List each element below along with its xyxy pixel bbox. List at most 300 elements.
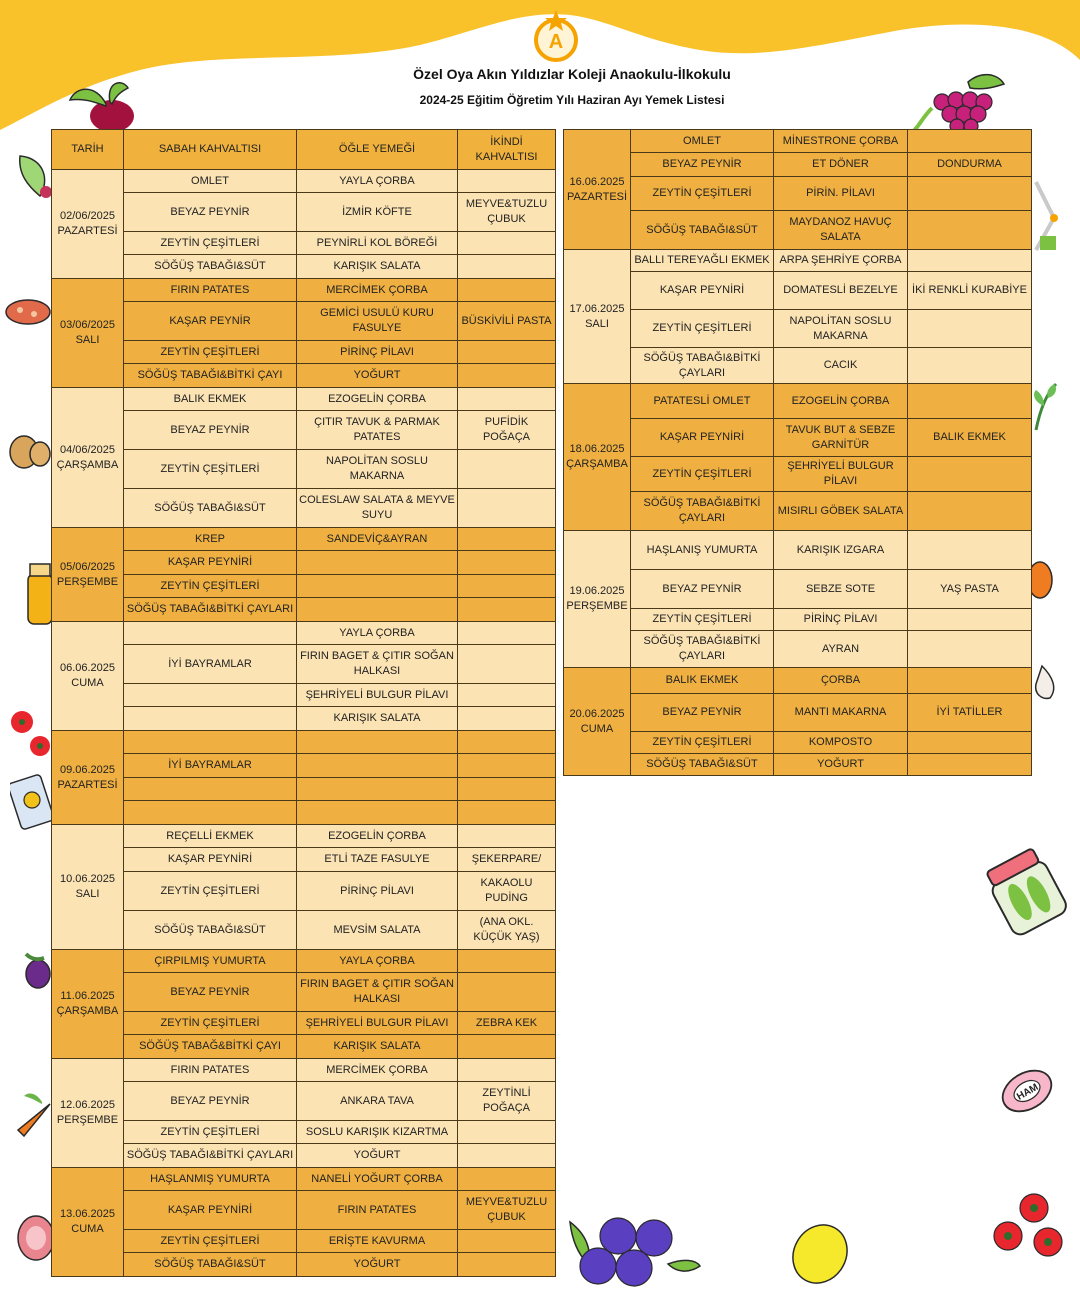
snack-cell: [458, 1035, 556, 1059]
date-text: 17.06.2025: [569, 302, 625, 315]
snack-cell: [458, 489, 556, 528]
snack-cell: [458, 528, 556, 551]
breakfast-cell: SÖĞÜŞ TABAĞI&BİTKİ ÇAYLARI: [124, 1144, 297, 1168]
menu-subtitle: 2024-25 Eğitim Öğretim Yılı Haziran Ayı Yemek Listesi: [419, 93, 725, 107]
menu-row: [564, 570, 1032, 609]
blueberries-icon: [568, 1214, 702, 1290]
breakfast-cell: BALIK EKMEK: [124, 388, 297, 411]
menu-body-left: [52, 170, 556, 1277]
breakfast-cell: FIRIN PATATES: [124, 279, 297, 302]
breakfast-cell: BEYAZ PEYNİR: [631, 694, 774, 732]
breakfast-cell: ZEYTİN ÇEŞİTLERİ: [124, 1230, 297, 1253]
menu-row: [564, 531, 1032, 570]
menu-row: [52, 232, 556, 255]
snack-cell: [458, 1144, 556, 1168]
lunch-cell: YOĞURT: [297, 1253, 458, 1277]
tomato-icon: [8, 708, 52, 758]
breakfast-cell: [124, 707, 297, 731]
snack-cell: [458, 684, 556, 707]
lunch-cell: İZMİR KÖFTE: [297, 193, 458, 232]
lunch-cell: YOĞURT: [774, 754, 908, 776]
menu-row: [52, 801, 556, 825]
snack-cell: [458, 825, 556, 848]
lunch-cell: COLESLAW SALATA & MEYVE SUYU: [297, 489, 458, 528]
ham-jar-icon: [994, 1060, 1060, 1122]
menu-row: [52, 950, 556, 973]
date-cell: [52, 622, 124, 731]
menu-row: [564, 419, 1032, 457]
lunch-cell: MEVSİM SALATA: [297, 911, 458, 950]
snack-cell: [458, 778, 556, 801]
breakfast-cell: ZEYTİN ÇEŞİTLERİ: [124, 1121, 297, 1144]
lunch-cell: ARPA ŞEHRİYE ÇORBA: [774, 250, 908, 272]
menu-row: [52, 1059, 556, 1082]
date-text: 05/06/2025: [59, 560, 116, 573]
breakfast-cell: SÖĞÜŞ TABAĞI&SÜT: [124, 255, 297, 279]
date-text: 03/06/2025: [59, 319, 116, 331]
date-cell: [52, 1168, 124, 1277]
breakfast-cell: ZEYTİN ÇEŞİTLERİ: [124, 1012, 297, 1035]
lunch-cell: MANTI MAKARNA: [774, 694, 908, 732]
menu-row: [52, 170, 556, 193]
date-text: 09.06.2025: [59, 763, 116, 776]
menu-row: [564, 153, 1032, 177]
date-cell: [52, 388, 124, 528]
menu-row: [52, 778, 556, 801]
lunch-cell: ERİŞTE KAVURMA: [297, 1230, 458, 1253]
lunch-cell: [297, 801, 458, 825]
breakfast-cell: KAŞAR PEYNİRİ: [124, 1191, 297, 1230]
lemon-icon: [788, 1220, 852, 1286]
lunch-cell: YOĞURT: [297, 364, 458, 388]
lunch-cell: [297, 754, 458, 778]
lunch-cell: PİRİN. PİLAVI: [774, 177, 908, 211]
lunch-cell: [297, 551, 458, 575]
lunch-cell: FIRIN BAGET & ÇITIR SOĞAN HALKASI: [297, 645, 458, 684]
menu-row: [52, 1121, 556, 1144]
snack-cell: MEYVE&TUZLU ÇUBUK: [458, 193, 556, 232]
lunch-cell: EZOGELİN ÇORBA: [297, 825, 458, 848]
menu-row: [52, 645, 556, 684]
lunch-cell: NANELİ YOĞURT ÇORBA: [297, 1168, 458, 1191]
weekday-text: ÇARŞAMBA: [56, 458, 119, 471]
sausage-icon: [4, 296, 52, 328]
date-text: 13.06.2025: [59, 1208, 116, 1220]
menu-row: [52, 1035, 556, 1059]
snack-cell: [458, 598, 556, 622]
snack-cell: [458, 645, 556, 684]
lunch-cell: MİNESTRONE ÇORBA: [774, 130, 908, 153]
breakfast-cell: OMLET: [124, 170, 297, 193]
snack-cell: [458, 950, 556, 973]
breakfast-cell: ZEYTİN ÇEŞİTLERİ: [124, 232, 297, 255]
breakfast-cell: [124, 801, 297, 825]
lunch-cell: ET DÖNER: [774, 153, 908, 177]
menu-row: [564, 348, 1032, 384]
weekday-text: PERŞEMBE: [566, 600, 628, 612]
weekday-text: SALI: [75, 334, 100, 346]
menu-row: [52, 575, 556, 598]
weekday-text: ÇARŞAMBA: [56, 1005, 119, 1017]
herb-icon: [1030, 380, 1060, 432]
menu-row: [52, 551, 556, 575]
lunch-cell: ŞEHRİYELİ BULGUR PİLAVI: [297, 1012, 458, 1035]
menu-row: [564, 492, 1032, 531]
menu-row: [564, 211, 1032, 250]
lunch-cell: EZOGELİN ÇORBA: [297, 388, 458, 411]
menu-row: [52, 1253, 556, 1277]
menu-row: [52, 1191, 556, 1230]
date-text: 11.06.2025: [60, 990, 115, 1002]
date-text: 12.06.2025: [59, 1099, 116, 1111]
menu-row: [564, 457, 1032, 492]
snack-cell: [458, 754, 556, 778]
menu-row: [564, 694, 1032, 732]
breakfast-cell: KAŞAR PEYNİR: [124, 302, 297, 341]
breakfast-cell: ZEYTİN ÇEŞİTLERİ: [631, 457, 774, 492]
lunch-cell: SOSLU KARIŞIK KIZARTMA: [297, 1121, 458, 1144]
snack-cell: [908, 457, 1032, 492]
breakfast-cell: BALIK EKMEK: [631, 668, 774, 694]
menu-row: [564, 272, 1032, 310]
snack-cell: [458, 575, 556, 598]
breakfast-cell: SÖĞÜŞ TABAĞI&SÜT: [631, 754, 774, 776]
snack-cell: [458, 255, 556, 279]
menu-row: [52, 622, 556, 645]
lunch-cell: PİRİNÇ PİLAVI: [297, 872, 458, 911]
menu-row: [564, 384, 1032, 419]
tongs-icon: [1030, 178, 1064, 254]
snack-cell: [908, 609, 1032, 631]
eggplant-icon: [20, 950, 52, 990]
menu-row: [564, 177, 1032, 211]
date-text: 20.06.2025: [569, 707, 625, 720]
breakfast-cell: SÖĞÜŞ TABAĞ&BİTKİ ÇAYI: [124, 1035, 297, 1059]
breakfast-cell: İYİ BAYRAMLAR: [124, 754, 297, 778]
logo-letter: A: [548, 31, 564, 53]
breakfast-cell: KAŞAR PEYNİRİ: [124, 848, 297, 872]
snack-cell: (ANA OKL. KÜÇÜK YAŞ): [458, 911, 556, 950]
snack-cell: [458, 731, 556, 754]
date-cell: [52, 170, 124, 279]
breakfast-cell: BEYAZ PEYNİR: [631, 153, 774, 177]
snack-cell: KAKAOLU PUDİNG: [458, 872, 556, 911]
breakfast-cell: BEYAZ PEYNİR: [124, 973, 297, 1012]
snack-cell: [908, 384, 1032, 419]
breakfast-cell: ZEYTİN ÇEŞİTLERİ: [124, 450, 297, 489]
school-logo-icon: [532, 8, 580, 64]
breakfast-cell: KAŞAR PEYNİRİ: [631, 272, 774, 310]
breakfast-cell: [124, 731, 297, 754]
breakfast-cell: SÖĞÜŞ TABAĞI&SÜT: [124, 1253, 297, 1277]
menu-row: [52, 848, 556, 872]
menu-row: [52, 707, 556, 731]
date-cell: [52, 825, 124, 950]
lunch-cell: SANDEVİÇ&AYRAN: [297, 528, 458, 551]
breakfast-cell: SÖĞÜŞ TABAĞI&BİTKİ ÇAYI: [124, 364, 297, 388]
menu-row: [52, 528, 556, 551]
snack-cell: [458, 279, 556, 302]
date-text: 16.06.2025: [569, 175, 625, 188]
lunch-cell: PİRİNÇ PİLAVI: [297, 341, 458, 364]
date-text: 04/06/2025: [59, 443, 116, 456]
date-cell: [52, 731, 124, 825]
snack-cell: [908, 250, 1032, 272]
breakfast-cell: HAŞLANIŞ YUMURTA: [631, 531, 774, 570]
weekday-text: CUMA: [71, 1223, 104, 1235]
breakfast-cell: BEYAZ PEYNİR: [124, 193, 297, 232]
lunch-cell: AYRAN: [774, 631, 908, 668]
menu-row: [564, 609, 1032, 631]
snack-cell: [458, 1059, 556, 1082]
menu-row: [52, 450, 556, 489]
column-header-lunch: ÖĞLE YEMEĞİ: [297, 130, 458, 170]
breakfast-cell: SÖĞÜŞ TABAĞI&SÜT: [631, 211, 774, 250]
weekday-text: SALI: [585, 317, 609, 330]
breakfast-cell: ZEYTİN ÇEŞİTLERİ: [631, 609, 774, 631]
lunch-cell: KARIŞIK SALATA: [297, 1035, 458, 1059]
breakfast-cell: ZEYTİN ÇEŞİTLERİ: [631, 732, 774, 754]
snack-cell: [908, 130, 1032, 153]
menu-row: [52, 1168, 556, 1191]
menu-row: [52, 279, 556, 302]
lunch-cell: [297, 778, 458, 801]
date-cell: [52, 950, 124, 1059]
lunch-cell: ÇITIR TAVUK & PARMAK PATATES: [297, 411, 458, 450]
school-name: Özel Oya Akın Yıldızlar Koleji Anaokulu-İlkokulu: [413, 66, 731, 82]
breakfast-cell: KAŞAR PEYNİRİ: [631, 419, 774, 457]
potato-icon: [6, 432, 52, 472]
breakfast-cell: OMLET: [631, 130, 774, 153]
snack-cell: [458, 450, 556, 489]
menu-row: [52, 411, 556, 450]
ham-icon: [14, 1210, 54, 1264]
breakfast-cell: PATATESLİ OMLET: [631, 384, 774, 419]
lunch-cell: TAVUK BUT & SEBZE GARNİTÜR: [774, 419, 908, 457]
column-header-snack: İKİNDİ KAHVALTISI: [458, 130, 556, 170]
snack-cell: [908, 668, 1032, 694]
snack-cell: [908, 310, 1032, 348]
menu-row: [52, 489, 556, 528]
snack-cell: [458, 364, 556, 388]
date-cell: [564, 384, 631, 531]
menu-row: [52, 255, 556, 279]
lunch-cell: YAYLA ÇORBA: [297, 950, 458, 973]
menu-row: [52, 1230, 556, 1253]
date-text: 02/06/2025: [59, 210, 116, 222]
snack-cell: BÜSKİVİLİ PASTA: [458, 302, 556, 341]
breakfast-cell: BEYAZ PEYNİR: [631, 570, 774, 609]
breakfast-cell: [124, 778, 297, 801]
lunch-cell: YOĞURT: [297, 1144, 458, 1168]
lunch-cell: FIRIN BAGET & ÇITIR SOĞAN HALKASI: [297, 973, 458, 1012]
lunch-cell: MAYDANOZ HAVUÇ SALATA: [774, 211, 908, 250]
garlic-icon: [1030, 662, 1060, 702]
snack-cell: [458, 1253, 556, 1277]
breakfast-cell: SÖĞÜŞ TABAĞI&BİTKİ ÇAYLARI: [124, 598, 297, 622]
snack-cell: [458, 707, 556, 731]
menu-row: [52, 598, 556, 622]
snack-cell: [908, 732, 1032, 754]
lunch-cell: GEMİCİ USULÜ KURU FASULYE: [297, 302, 458, 341]
snack-cell: MEYVE&TUZLU ÇUBUK: [458, 1191, 556, 1230]
menu-row: [52, 1012, 556, 1035]
snack-cell: [908, 531, 1032, 570]
lunch-cell: CACIK: [774, 348, 908, 384]
lunch-cell: EZOGELİN ÇORBA: [774, 384, 908, 419]
breakfast-cell: ZEYTİN ÇEŞİTLERİ: [631, 177, 774, 211]
lunch-cell: DOMATESLİ BEZELYE: [774, 272, 908, 310]
snack-cell: ZEYTİNLİ POĞAÇA: [458, 1082, 556, 1121]
breakfast-cell: ZEYTİN ÇEŞİTLERİ: [124, 872, 297, 911]
lunch-cell: MERCİMEK ÇORBA: [297, 279, 458, 302]
menu-row: [564, 250, 1032, 272]
snack-cell: [458, 1230, 556, 1253]
lunch-cell: KOMPOSTO: [774, 732, 908, 754]
lunch-cell: PEYNİRLİ KOL BÖREĞİ: [297, 232, 458, 255]
snack-cell: [458, 801, 556, 825]
lunch-cell: KARIŞIK SALATA: [297, 707, 458, 731]
menu-row: [52, 1082, 556, 1121]
weekday-text: PAZARTESİ: [566, 190, 628, 203]
lunch-cell: ÇORBA: [774, 668, 908, 694]
menu-row: [52, 684, 556, 707]
lunch-cell: YAYLA ÇORBA: [297, 170, 458, 193]
lunch-cell: MERCİMEK ÇORBA: [297, 1059, 458, 1082]
date-text: 19.06.2025: [569, 585, 625, 597]
snack-cell: BALIK EKMEK: [908, 419, 1032, 457]
menu-row: [52, 825, 556, 848]
lunch-cell: [297, 731, 458, 754]
menu-row: [564, 310, 1032, 348]
breakfast-cell: ZEYTİN ÇEŞİTLERİ: [124, 575, 297, 598]
weekday-text: SALI: [75, 888, 100, 900]
date-cell: [52, 528, 124, 622]
breakfast-cell: BEYAZ PEYNİR: [124, 411, 297, 450]
snack-cell: [458, 232, 556, 255]
breakfast-cell: ZEYTİN ÇEŞİTLERİ: [124, 341, 297, 364]
snack-cell: [458, 170, 556, 193]
lunch-cell: SEBZE SOTE: [774, 570, 908, 609]
lunch-cell: NAPOLİTAN SOSLU MAKARNA: [774, 310, 908, 348]
breakfast-cell: REÇELLİ EKMEK: [124, 825, 297, 848]
lunch-cell: ŞEHRİYELİ BULGUR PİLAVI: [774, 457, 908, 492]
pickle-jar-icon: [980, 846, 1072, 938]
weekday-text: PERŞEMBE: [56, 1114, 119, 1126]
can-icon: [10, 770, 52, 832]
menu-row: [52, 193, 556, 232]
snack-cell: [458, 341, 556, 364]
column-header-breakfast: SABAH KAHVALTISI: [124, 130, 297, 170]
lunch-cell: ŞEHRİYELİ BULGUR PİLAVI: [297, 684, 458, 707]
breakfast-cell: BALLI TEREYAĞLI EKMEK: [631, 250, 774, 272]
snack-cell: [908, 348, 1032, 384]
breakfast-cell: SÖĞÜŞ TABAĞI&SÜT: [124, 911, 297, 950]
lunch-cell: KARIŞIK SALATA: [297, 255, 458, 279]
menu-row: [52, 341, 556, 364]
weekday-text: PAZARTESİ: [57, 778, 118, 791]
menu-row: [52, 302, 556, 341]
menu-row: [52, 973, 556, 1012]
breakfast-cell: SÖĞÜŞ TABAĞI&BİTKİ ÇAYLARI: [631, 348, 774, 384]
lunch-cell: ANKARA TAVA: [297, 1082, 458, 1121]
column-header-date: TARİH: [52, 130, 124, 170]
snack-cell: [908, 177, 1032, 211]
snack-cell: [458, 1168, 556, 1191]
menu-row: [564, 732, 1032, 754]
snack-cell: [458, 622, 556, 645]
breakfast-cell: İYİ BAYRAMLAR: [124, 645, 297, 684]
menu-row: [52, 731, 556, 754]
menu-row: [564, 130, 1032, 153]
menu-row: [52, 364, 556, 388]
snack-cell: ZEBRA KEK: [458, 1012, 556, 1035]
date-cell: [564, 250, 631, 384]
ham-label: HAM: [1015, 1081, 1041, 1103]
date-cell: [52, 279, 124, 388]
menu-row: [52, 911, 556, 950]
weekday-text: CUMA: [580, 722, 614, 735]
weekday-text: PAZARTESİ: [57, 225, 118, 237]
menu-row: [564, 668, 1032, 694]
menu-row: [52, 1144, 556, 1168]
lunch-cell: PİRİNÇ PİLAVI: [774, 609, 908, 631]
breakfast-cell: FIRIN PATATES: [124, 1059, 297, 1082]
snack-cell: [458, 1121, 556, 1144]
breakfast-cell: BEYAZ PEYNİR: [124, 1082, 297, 1121]
menu-table-left: [51, 129, 556, 1277]
snack-cell: [458, 388, 556, 411]
snack-cell: [458, 551, 556, 575]
date-text: 06.06.2025: [59, 662, 116, 674]
menu-row: [52, 388, 556, 411]
leaf-icon: [14, 152, 54, 202]
breakfast-cell: SÖĞÜŞ TABAĞI&BİTKİ ÇAYLARI: [631, 631, 774, 668]
breakfast-cell: SÖĞÜŞ TABAĞI&BİTKİ ÇAYLARI: [631, 492, 774, 531]
menu-row: [564, 754, 1032, 776]
menu-body-right: [564, 130, 1032, 776]
weekday-text: ÇARŞAMBA: [566, 458, 628, 470]
lunch-cell: FIRIN PATATES: [297, 1191, 458, 1230]
menu-row: [564, 631, 1032, 668]
lunch-cell: YAYLA ÇORBA: [297, 622, 458, 645]
menu-row: [52, 872, 556, 911]
lunch-cell: NAPOLİTAN SOSLU MAKARNA: [297, 450, 458, 489]
date-cell: [52, 1059, 124, 1168]
date-text: 18.06.2025: [569, 443, 625, 455]
honey-jar-icon: [24, 556, 54, 628]
snack-cell: YAŞ PASTA: [908, 570, 1032, 609]
breakfast-cell: KAŞAR PEYNİRİ: [124, 551, 297, 575]
snack-cell: İYİ TATİLLER: [908, 694, 1032, 732]
breakfast-cell: ZEYTİN ÇEŞİTLERİ: [631, 310, 774, 348]
snack-cell: [908, 631, 1032, 668]
breakfast-cell: HAŞLANMIŞ YUMURTA: [124, 1168, 297, 1191]
breakfast-cell: SÖĞÜŞ TABAĞI&SÜT: [124, 489, 297, 528]
snack-cell: PUFİDİK POĞAÇA: [458, 411, 556, 450]
lunch-cell: [297, 575, 458, 598]
snack-cell: [908, 211, 1032, 250]
snack-cell: [908, 492, 1032, 531]
snack-cell: ŞEKERPARE/: [458, 848, 556, 872]
date-cell: [564, 531, 631, 668]
snack-cell: İKİ RENKLİ KURABİYE: [908, 272, 1032, 310]
breakfast-cell: ÇIRPILMIŞ YUMURTA: [124, 950, 297, 973]
date-cell: [564, 668, 631, 776]
menu-row: [52, 754, 556, 778]
date-cell: [564, 130, 631, 250]
breakfast-cell: KREP: [124, 528, 297, 551]
